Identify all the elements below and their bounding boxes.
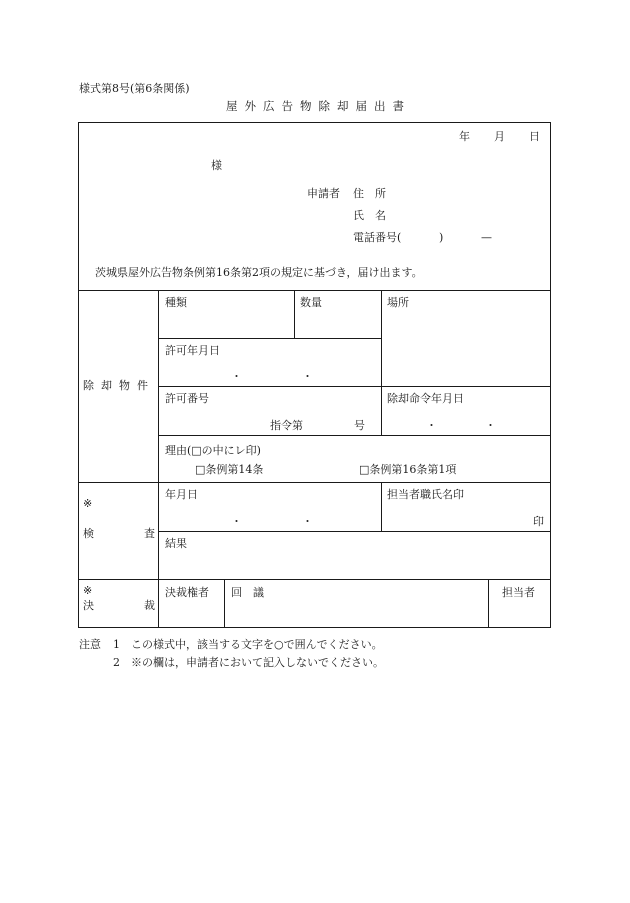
permit-date-dot-2: ・	[302, 370, 313, 383]
directive-suffix: 号	[354, 419, 365, 432]
decision-mark: ※	[83, 584, 93, 597]
quantity-label: 数量	[300, 296, 322, 309]
decision-label-right: 裁	[144, 599, 155, 612]
inspection-date-label: 年月日	[165, 488, 198, 501]
applicant-label: 申請者	[307, 187, 340, 200]
directive-prefix: 指令第	[270, 419, 303, 432]
location-label: 場所	[387, 296, 409, 309]
form-number: 様式第8号(第6条関係)	[79, 82, 190, 95]
permit-date-label: 許可年月日	[165, 344, 220, 357]
permit-date-dot-1: ・	[231, 370, 242, 383]
inspection-officer-label: 担当者職氏名印	[387, 488, 464, 501]
inspection-date-dot-2: ・	[302, 515, 313, 528]
inspection-result-label: 結果	[165, 537, 187, 550]
removal-order-date-label: 除却命令年月日	[387, 392, 464, 405]
inspection-seal: 印	[533, 515, 544, 528]
phone-close-paren: )	[439, 231, 444, 244]
inspection-label-left: 検	[83, 527, 94, 540]
reason-label: 理由(□の中にレ印)	[165, 444, 261, 457]
decision-label-left: 決	[83, 599, 94, 612]
note-1-number: 1	[113, 638, 120, 651]
note-2-text: ※の欄は，申請者において記入しないでください。	[131, 656, 384, 669]
notes-heading: 注意	[79, 638, 101, 651]
declaration-text: 茨城県屋外広告物条例第16条第2項の規定に基づき，届け出ます。	[95, 266, 423, 279]
removal-section-label: 除却物件	[83, 379, 155, 392]
inspection-date-dot-1: ・	[231, 515, 242, 528]
order-date-dot-1: ・	[426, 419, 437, 432]
date-month-label: 月	[494, 130, 505, 143]
inspection-label-right: 査	[144, 527, 155, 540]
address-label: 住 所	[353, 187, 386, 200]
reason-option-article-14[interactable]: □条例第14条	[195, 463, 264, 476]
decision-authority-label: 決裁権者	[165, 586, 209, 599]
decision-officer-label: 担当者	[502, 586, 535, 599]
phone-label: 電話番号(	[353, 231, 402, 244]
date-year-label: 年	[459, 130, 470, 143]
inspection-mark: ※	[83, 497, 93, 510]
form-title: 屋外広告物除却届出書	[226, 99, 411, 113]
reason-option-article-16[interactable]: □条例第16条第1項	[359, 463, 457, 476]
kind-label: 種類	[165, 296, 187, 309]
note-2-number: 2	[113, 656, 120, 669]
phone-dash: —	[481, 231, 492, 244]
date-day-label: 日	[529, 130, 540, 143]
addressee-suffix: 様	[211, 159, 222, 172]
decision-circulation-label: 回 議	[231, 586, 264, 599]
note-1-text: この様式中，該当する文字を○で囲んでください。	[131, 638, 383, 651]
name-label: 氏 名	[353, 209, 386, 222]
order-date-dot-2: ・	[485, 419, 496, 432]
permit-number-label: 許可番号	[165, 392, 209, 405]
